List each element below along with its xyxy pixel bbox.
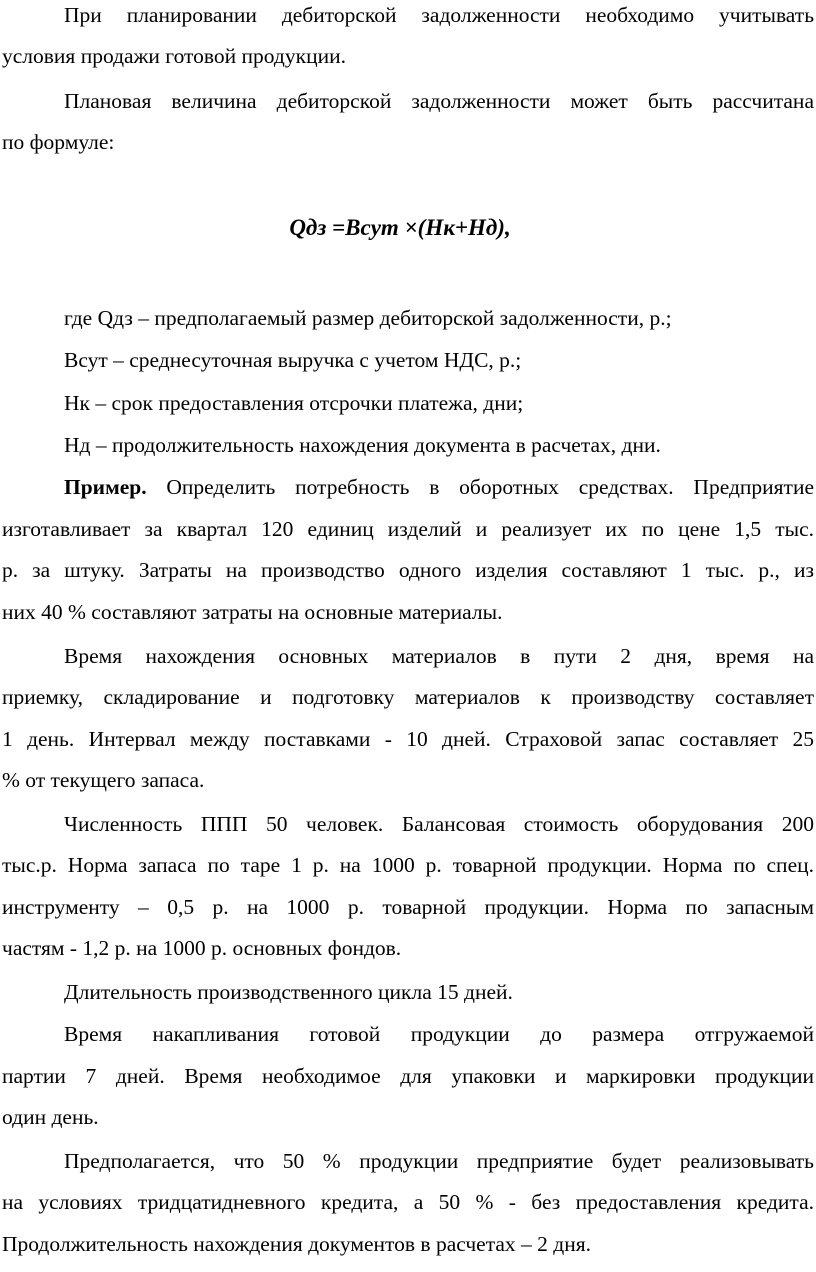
example-line-1: [64, 474, 814, 500]
formula: Qдз =Вcут ×(Нк+Нд),: [289, 215, 511, 240]
time-line-1: Время нахождения основных материалов в пути 2 дня, время на: [64, 644, 814, 668]
definition-nd: Нд – продолжительность нахождения документа в расчетах, дни.: [64, 433, 661, 457]
staff-line-2: тыс.р. Норма запаса по таре 1 р. на 1000 р. товарной продукции. Норма по спец.: [2, 853, 814, 877]
accum-line-1: Время накапливания готовой продукции до размера отгружаемой: [64, 1022, 814, 1046]
time-line-3: 1 день. Интервал между поставками - 10 дней. Страховой запас составляет 25: [2, 727, 814, 751]
accum-line-2: партии 7 дней. Время необходимое для упаковки и маркировки продукции: [2, 1064, 814, 1088]
time-line-4: % от текущего запаса.: [2, 768, 205, 792]
example-line-4: них 40 % составляют затраты на основные материалы.: [2, 600, 503, 624]
accum-line-3: один день.: [2, 1105, 99, 1129]
example-label: Пример.: [64, 475, 147, 499]
staff-line-4: частям - 1,2 р. на 1000 р. основных фондов.: [2, 936, 402, 960]
paragraph-2-line-2: по формуле:: [2, 130, 115, 154]
definition-vsut: Всут – среднесуточная выручка с учетом НДС, р.;: [64, 348, 522, 372]
paragraph-1-line-2: условия продажи готовой продукции.: [2, 44, 346, 68]
paragraph-2-line-1: Плановая величина дебиторской задолженности может быть рассчитана: [64, 89, 814, 113]
definition-qdz: где Qдз – предполагаемый размер дебиторской задолженности, р.;: [64, 306, 672, 330]
definition-nk: Нк – срок предоставления отсрочки платежа, дни;: [64, 391, 524, 415]
time-line-2: приемку, складирование и подготовку материалов к производству составляет: [2, 685, 814, 709]
cycle-line-1: Длительность производственного цикла 15 дней.: [64, 980, 513, 1004]
example-text-start: Определить потребность в оборотных средствах. Предприятие: [146, 475, 814, 499]
example-line-3: р. за штуку. Затраты на производство одного изделия составляют 1 тыс. р., из: [2, 558, 814, 582]
staff-line-1: Численность ППП 50 человек. Балансовая стоимость оборудования 200: [64, 812, 814, 836]
credit-line-3: Продолжительность нахождения документов в расчетах – 2 дня.: [2, 1232, 592, 1256]
staff-line-3: инструменту – 0,5 р. на 1000 р. товарной продукции. Норма по запасным: [2, 895, 814, 919]
example-line-2: изготавливает за квартал 120 единиц изделий и реализует их по цене 1,5 тыс.: [2, 517, 814, 541]
paragraph-1-line-1: При планировании дебиторской задолженности необходимо учитывать: [64, 3, 814, 27]
credit-line-1: Предполагается, что 50 % продукции предприятие будет реализовывать: [64, 1149, 814, 1173]
credit-line-2: на условиях тридцатидневного кредита, а 50 % - без предоставления кредита.: [2, 1190, 814, 1214]
